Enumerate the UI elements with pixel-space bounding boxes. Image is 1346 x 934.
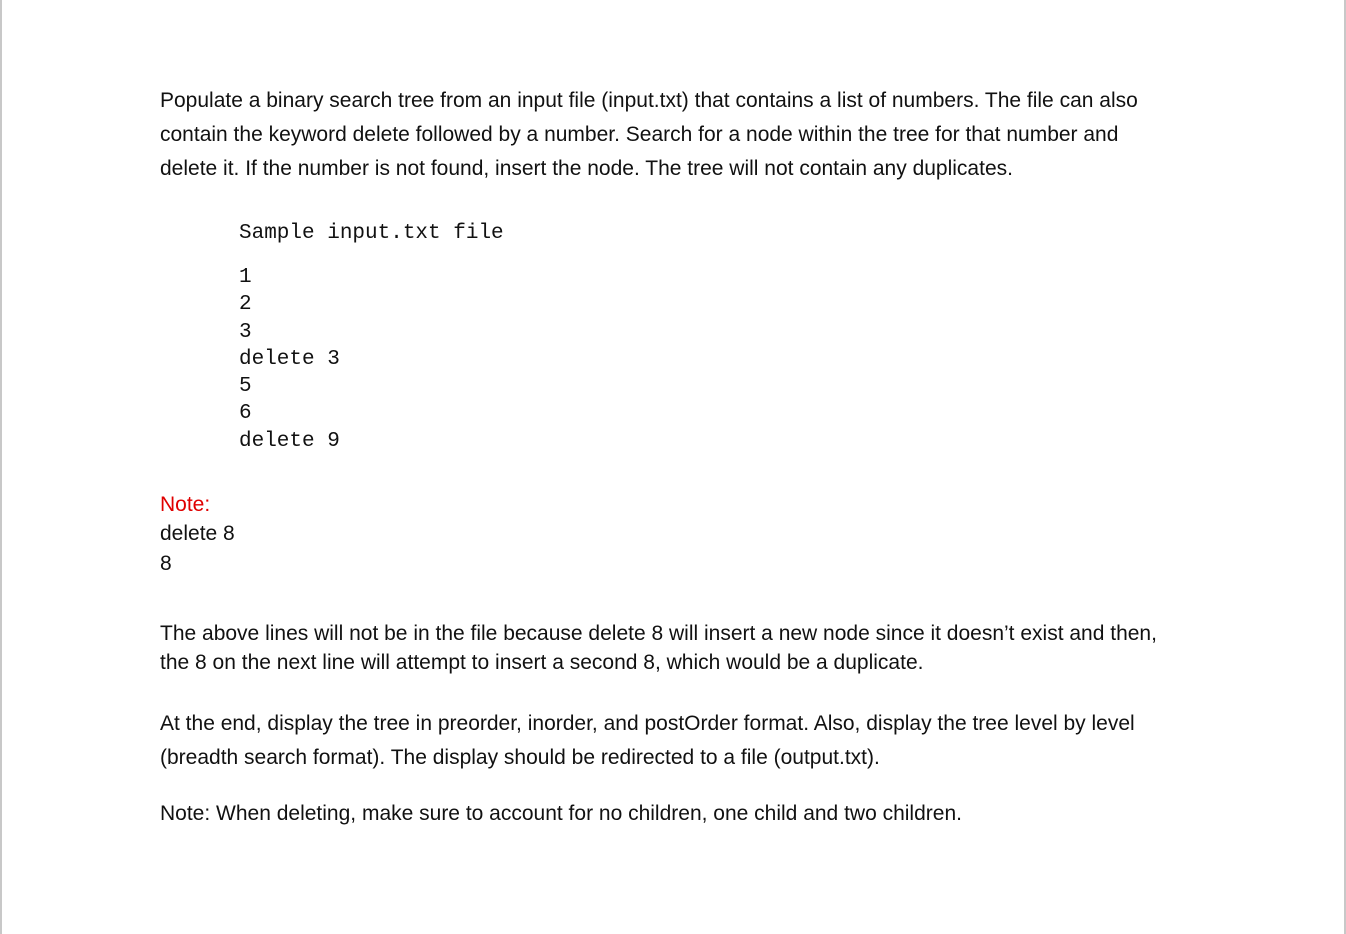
- sample-line: 2: [239, 293, 252, 317]
- page-edge-left: [0, 0, 2, 934]
- note-block: [160, 491, 1170, 579]
- sample-line: delete 3: [239, 347, 340, 371]
- document-content: [160, 84, 1170, 831]
- note-line: delete 8: [160, 522, 235, 546]
- sample-line: 1: [239, 266, 252, 289]
- sample-line: 6: [239, 402, 252, 426]
- sample-line: 3: [239, 320, 252, 344]
- sample-title: Sample input.txt file: [239, 222, 504, 245]
- output-paragraph: At the end, display the tree in preorder, inorder, and postOrder format. Also, display the tree level by level (breadth search format). The display should be redirected to a file (output.txt).: [160, 712, 1135, 770]
- explanation-paragraph: The above lines will not be in the file because delete 8 will insert a new node since it doesn’t exist and then, the 8 on the next line will attempt to insert a second 8, which would be a duplicate.: [160, 622, 1157, 675]
- sample-line: 5: [239, 375, 252, 399]
- intro-paragraph: Populate a binary search tree from an input file (input.txt) that contains a list of numbers. The file can also contain the keyword delete followed by a number. Search for a node within the tree for that number and delete it. If the number is not found, insert the node. The tree will not contain any duplicates.: [160, 89, 1138, 180]
- note-label: Note:: [160, 493, 211, 517]
- sample-line: delete 9: [239, 429, 340, 453]
- sample-input-block: [239, 220, 1170, 455]
- final-note-paragraph: Note: When deleting, make sure to account for no children, one child and two children.: [160, 802, 962, 826]
- note-line: 8: [160, 552, 172, 576]
